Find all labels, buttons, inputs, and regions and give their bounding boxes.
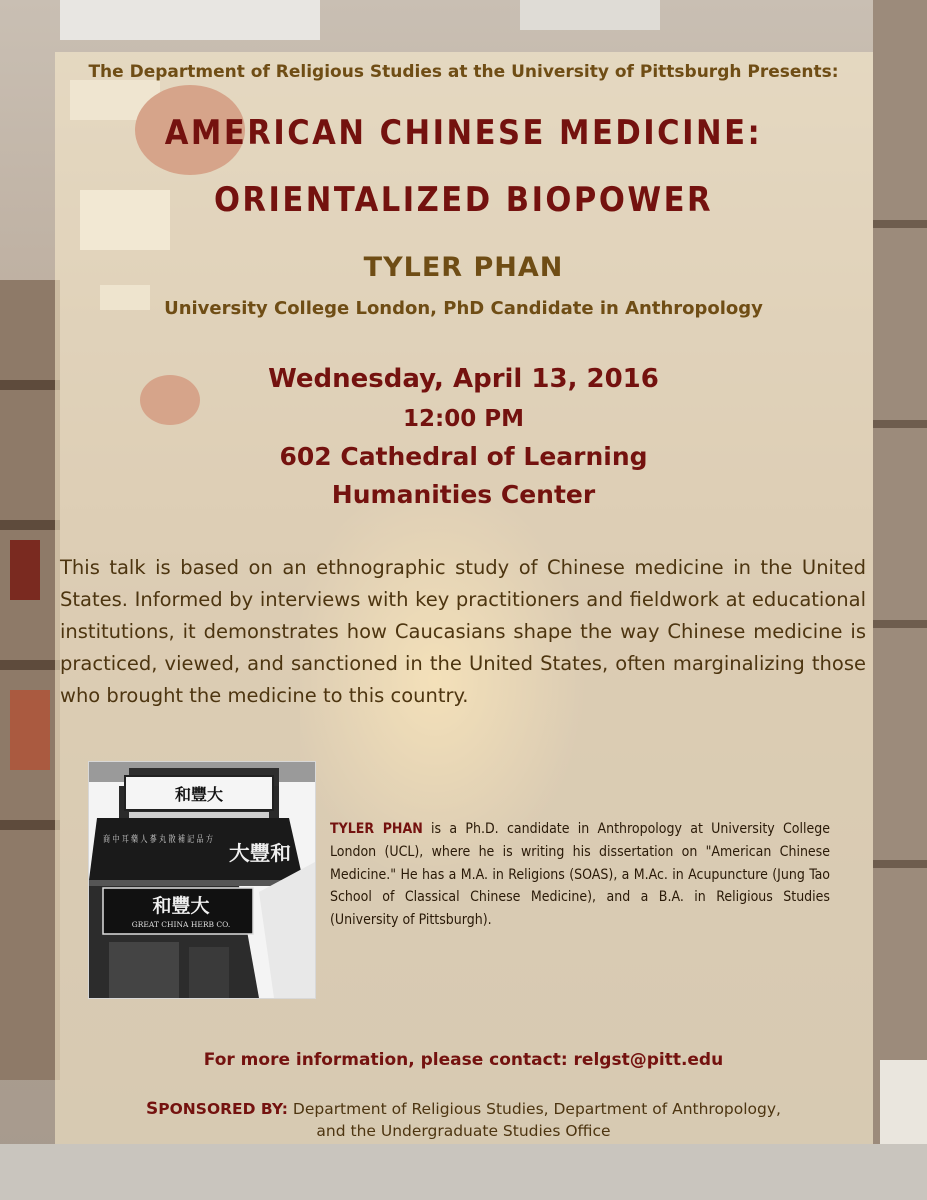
title-line-2-text: ORIENTALIZED BIOPOWER [213,180,714,220]
talk-abstract: This talk is based on an ethnographic study of Chinese medicine in the United States. Informed by interviews with key practitioners and fieldwork at educational institutions, it demonstrates how Caucasians shape the way Chinese medicine is practiced, viewed, and sanctioned in the United States, often marginalizing those who brought the medicine to this country. [60,556,866,707]
event-time: 12:00 PM [403,406,524,432]
sponsor-label-first: S [146,1099,159,1119]
title-line-1-text: AMERICAN CHINESE MEDICINE: [164,113,763,153]
sponsor-line-2: and the Undergraduate Studies Office [316,1122,611,1140]
photo-sign-bottom-cn: 和豐大 [152,895,210,917]
event-place: Humanities Center [331,480,596,509]
photo-sign-middle-right: 大豐和 [229,841,291,865]
speaker-bio [330,818,830,932]
bio-name: TYLER PHAN [330,821,423,837]
event-date: Wednesday, April 13, 2016 [268,364,659,394]
speaker-name: TYLER PHAN [363,252,564,283]
speaker-affiliation: University College London, PhD Candidate in Anthropology [164,298,763,319]
sponsor-label-rest: PONSORED BY: [158,1100,288,1118]
title-line-1 [0,113,927,153]
photo-sign-bottom-en: GREAT CHINA HERB CO. [131,920,231,929]
contact-line: For more information, please contact: relgst@pitt.edu [203,1050,724,1070]
bio-text: is a Ph.D. candidate in Anthropology at University College London (UCL), where he is writing his dissertation on "American Chinese Medicine." He has a M.A. in Religions (SOAS), a M.Ac. in Acupuncture (Jung Tao School of Classical Chinese Medicine), and a B.A. in Religious Studies (University of Pittsburgh). [330,821,830,929]
photo-sign-middle-left: 商 中 耳 藥 人 蔘 丸 散 補 記 品 方 [103,835,243,845]
photo-sign-top: 和豐大 [174,785,224,804]
presenter-line: The Department of Religious Studies at the University of Pittsburgh Presents: [88,62,839,82]
sponsor-line-1-text: Department of Religious Studies, Department of Anthropology, [287,1100,781,1118]
event-room: 602 Cathedral of Learning [279,442,648,471]
sponsor-line-1 [0,1099,927,1119]
title-line-2 [0,180,927,220]
sponsor-label [146,1100,288,1118]
herb-shop-photo [89,762,315,998]
